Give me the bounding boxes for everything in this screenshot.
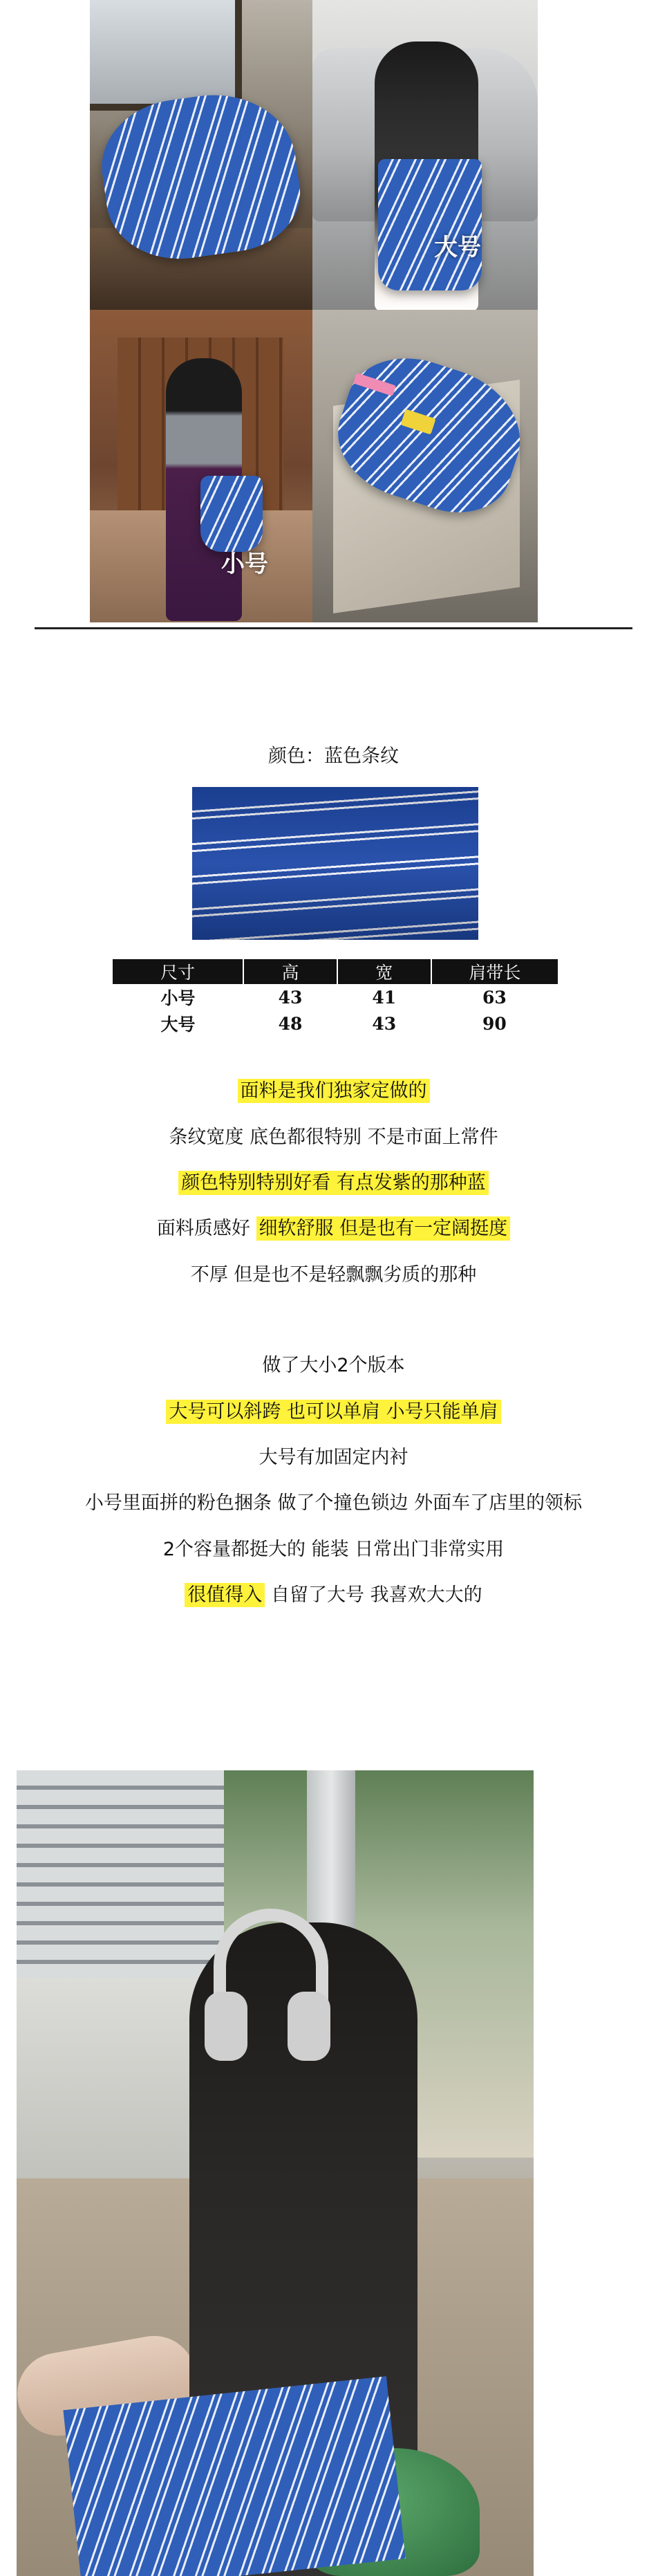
desc-line-7 xyxy=(0,1398,667,1426)
striped-bag-large xyxy=(378,159,482,290)
table-header-strap: 肩带长 xyxy=(431,959,558,984)
table-row xyxy=(113,984,558,1010)
desc-line-11 xyxy=(0,1582,667,1609)
highlighted-text: 细软舒服 但是也有一定阔挺度 xyxy=(256,1216,511,1241)
table-row xyxy=(113,1010,558,1037)
photo-label-large: 大号 xyxy=(434,234,481,261)
photo-bag-on-bench xyxy=(90,0,312,310)
desc-line-1 xyxy=(0,1077,667,1105)
highlighted-text: 面料是我们独家定做的 xyxy=(238,1079,430,1103)
table-cell: 小号 xyxy=(160,988,196,1008)
table-header-height: 高 xyxy=(243,959,337,984)
desc-line-3 xyxy=(0,1169,667,1197)
section-divider xyxy=(35,627,632,629)
stairs xyxy=(17,1770,224,1978)
desc-line-6: 做了大小2个版本 xyxy=(262,1355,405,1376)
photo-woman-by-car xyxy=(312,0,538,310)
photo-woman-walking xyxy=(90,310,312,622)
table-cell: 大号 xyxy=(160,1014,196,1035)
table-header-size: 尺寸 xyxy=(113,959,243,984)
color-caption: 颜色：蓝色条纹 xyxy=(268,745,399,767)
table-cell: 41 xyxy=(372,987,397,1008)
desc-line-8: 大号有加固定内衬 xyxy=(259,1447,408,1468)
photo-bag-on-concrete xyxy=(312,310,538,622)
table-cell: 90 xyxy=(482,1013,507,1034)
highlighted-text: 很值得入 xyxy=(185,1583,265,1607)
highlighted-text: 大号可以斜跨 也可以单肩 小号只能单肩 xyxy=(166,1400,500,1424)
striped-bag-small xyxy=(200,476,263,552)
desc-line-9: 小号里面拼的粉色捆条 做了个撞色锁边 外面车了店里的领标 xyxy=(84,1492,583,1514)
window-frame xyxy=(90,0,242,111)
table-cell: 48 xyxy=(278,1013,303,1034)
plain-text: 自留了大号 我喜欢大大的 xyxy=(265,1584,482,1606)
plain-text: 面料质感好 xyxy=(156,1218,256,1239)
desc-line-4 xyxy=(0,1215,667,1243)
photo-label-small: 小号 xyxy=(221,550,268,578)
desc-line-10: 2个容量都挺大的 能装 日常出门非常实用 xyxy=(162,1539,505,1560)
photo-woman-seated-bus-stop xyxy=(17,1770,534,2576)
desc-line-5: 不厚 但是也不是轻飘飘劣质的那种 xyxy=(190,1264,477,1286)
striped-bag-on-lap xyxy=(63,2376,405,2576)
fabric-swatch xyxy=(192,787,478,940)
headphone-cup-left xyxy=(205,1992,247,2061)
table-header-row xyxy=(113,959,558,984)
table-cell: 43 xyxy=(372,1013,397,1034)
table-cell: 43 xyxy=(278,987,303,1008)
table-cell: 63 xyxy=(482,987,507,1008)
highlighted-text: 颜色特别特别好看 有点发紫的那种蓝 xyxy=(178,1171,489,1195)
desc-line-2: 条纹宽度 底色都很特别 不是市面上常件 xyxy=(169,1127,498,1148)
size-table xyxy=(113,959,558,1037)
headphone-cup-right xyxy=(288,1992,330,2061)
table-header-width: 宽 xyxy=(337,959,431,984)
